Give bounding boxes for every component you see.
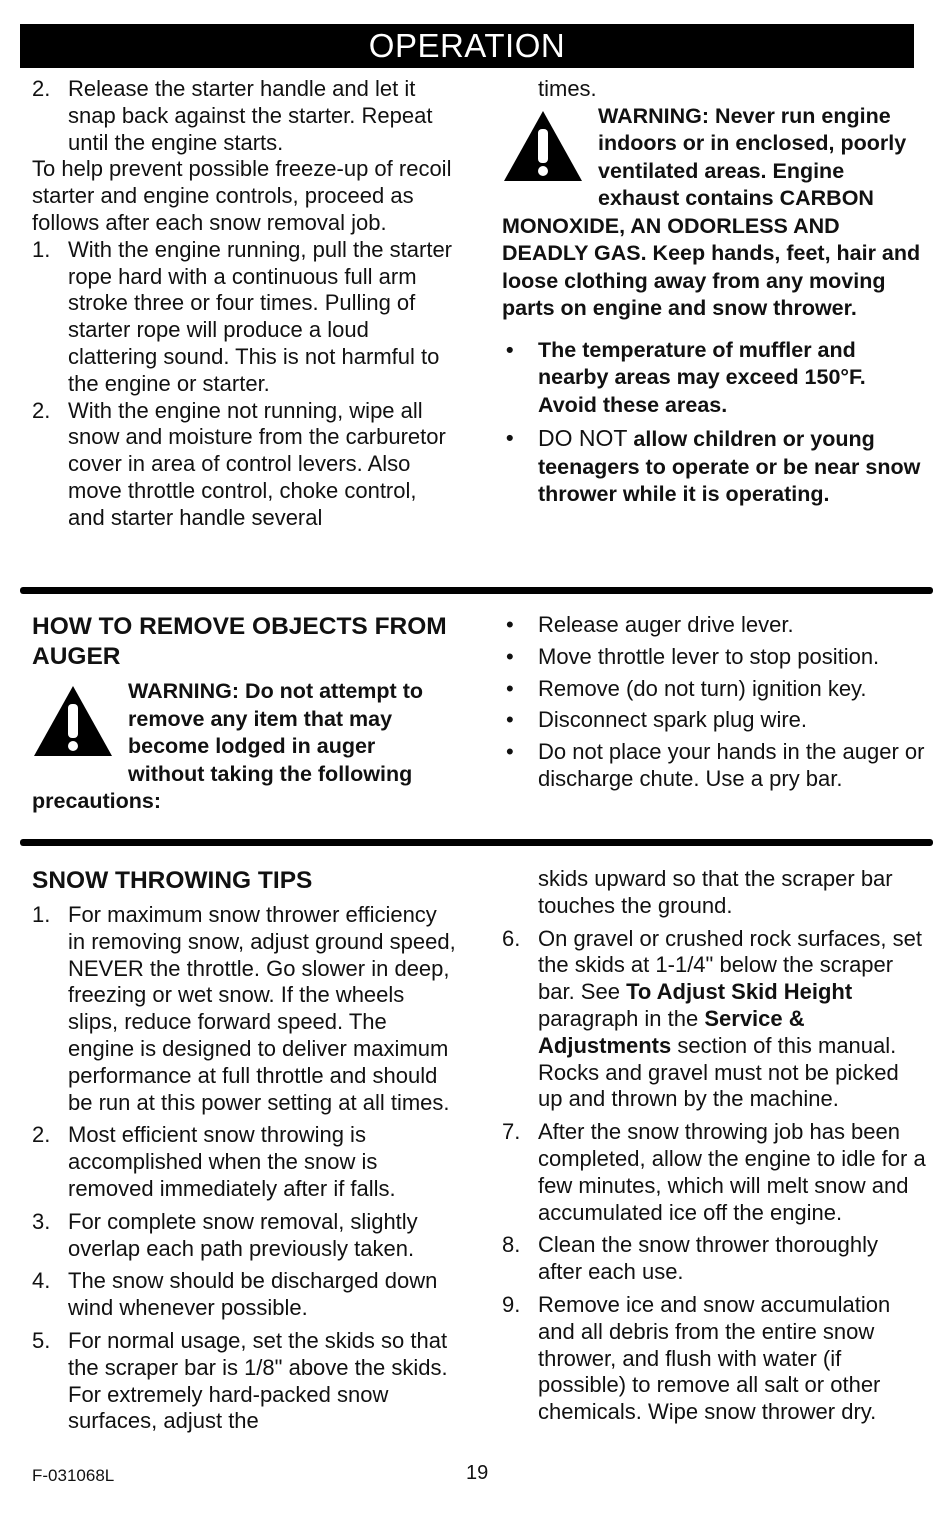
document-code: F-031068L: [32, 1466, 115, 1485]
continued-text: skids upward so that the scraper bar touches the ground.: [538, 866, 893, 918]
top-right-column: [502, 76, 927, 509]
section-divider: [20, 839, 933, 846]
list-item: 7. After the snow throwing job has been completed, allow the engine to idle for a few minutes, which will melt snow and accumulated ice off the engine.: [502, 1119, 926, 1225]
auger-warning: WARNING: Do not attempt to remove any item that may become lodged in auger without taking the following precautions:: [32, 679, 423, 813]
section-banner: OPERATION: [20, 24, 914, 68]
list-item: 5. For normal usage, set the skids so that the scraper bar is 1/8" above the skids. For extremely hard-packed snow surfaces, adjust the: [32, 1327, 448, 1434]
list-item: • DO NOT allow children or young teenagers to operate or be near snow thrower while it is operating.: [506, 425, 921, 507]
auger-heading: HOW TO REMOVE OBJECTS FROM AUGER: [32, 613, 447, 670]
top-left-column: [32, 76, 457, 532]
section-divider: [20, 587, 933, 594]
list-item: 2. Release the starter handle and let it snap back against the starter. Repeat until the engine starts.: [32, 76, 433, 155]
tips-heading: SNOW THROWING TIPS: [32, 867, 313, 894]
page-number: 19: [466, 1462, 489, 1484]
tips-right-column: [502, 866, 927, 1426]
list-item: • Release auger drive lever.: [506, 612, 794, 637]
skid-height-reference: To Adjust Skid Height: [626, 979, 853, 1005]
auger-left-column: [32, 612, 457, 816]
list-item: 9. Remove ice and snow accumulation and all debris from the entire snow thrower, and flush with water (if possible) to remove all salt or other chemicals. Wipe snow thrower dry.: [502, 1291, 891, 1425]
carbon-monoxide-warning: WARNING: Never run engine indoors or in enclosed, poorly ventilated areas. Engine exhaust contains CARBON MONOXIDE, AN ODORLESS AND DEADLY GAS. Keep hands, feet, hair and loose clothing away from any moving parts on engine and snow thrower.: [502, 103, 921, 321]
list-item: • Remove (do not turn) ignition key.: [506, 675, 867, 701]
warning-triangle-icon: [502, 109, 584, 183]
list-item: 2. With the engine not running, wipe all snow and moisture from the carburetor cover in area of control levers. Also move throttle control, choke control, and starter handle several: [32, 397, 446, 530]
list-item: 3. For complete snow removal, slightly overlap each path previously taken.: [32, 1208, 418, 1261]
tips-left-column: [32, 866, 457, 1435]
service-adjustments-reference: Service & Adjustments: [538, 1005, 805, 1058]
list-item: • Do not place your hands in the auger or discharge chute. Use a pry bar.: [506, 739, 925, 791]
list-item: 6. On gravel or crushed rock surfaces, set the skids at 1-1/4" below the scraper bar. See To Adjust Skid Height paragraph in the Service & Adjustments section of this manual. Rocks and gravel must not be picked up and thrown by the machine.: [502, 925, 922, 1112]
list-item: • The temperature of muffler and nearby areas may exceed 150°F. Avoid these areas.: [506, 337, 866, 417]
list-item: 1. With the engine running, pull the starter rope hard with a continuous full arm stroke three or four times. Pulling of starter rope will produce a loud clattering sound. This is not harmful to the engine or starter.: [32, 236, 453, 396]
list-item: • Disconnect spark plug wire.: [506, 707, 808, 733]
list-item: • Move throttle lever to stop position.: [506, 643, 880, 669]
warning-triangle-icon: [32, 684, 114, 758]
list-item: 4. The snow should be discharged down wind whenever possible.: [32, 1268, 438, 1321]
auger-right-column: [502, 612, 927, 793]
list-item: 2. Most efficient snow throwing is accomplished when the snow is removed immediately after if falls.: [32, 1122, 396, 1201]
list-item: 8. Clean the snow thrower thoroughly after each use.: [502, 1232, 878, 1285]
continued-text: times.: [538, 76, 597, 101]
list-item: 1. For maximum snow thrower efficiency in removing snow, adjust ground speed, NEVER the throttle. Go slower in deep, freezing or wet snow. If the wheels slips, reduce forward speed. The engine is designed to deliver maximum performance at full throttle and should be run at this power setting at all times.: [32, 902, 456, 1115]
freeze-up-intro: To help prevent possible freeze-up of recoil starter and engine controls, proceed as follows after each snow removal job.: [32, 156, 452, 235]
